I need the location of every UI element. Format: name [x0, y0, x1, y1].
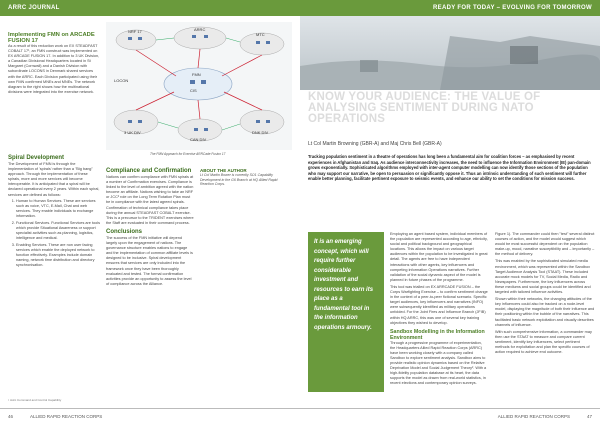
intro-text: As a result of this reduction work on EX STEADFAST COBALT 17¹, an FMN construct was implemented on EX ARCADE FUSION 17. In addition to 3 UK Division, a Canadian Divisional Headquarters located in St Margaret (Cornwall) and a Danish Division with subordinate LOCONS in Denmark shared services with the ARRC. Each Division participated using their own FMN confirmed MNEs and MNEs. The network diagram to the right shows how the multinational divisions were integrated into the exercise network.: [8, 44, 100, 94]
conclusions-title: Conclusions: [106, 228, 143, 235]
diagram-label: CAN DIV: [190, 137, 207, 142]
services-list: [8, 199, 100, 268]
page-number: 47: [586, 414, 592, 419]
list-item: 2. Functional Services. Functional Services are tools which provide Situational Awareness or support specialist activities such as planning, logistics, intelligence and medical.: [16, 221, 100, 241]
compliance-column: [106, 168, 194, 287]
article-lead: Tracking population sentiment in a theatre of operations has long been a fundamental aim for coalition forces – as emphasised by recent experiences in Afghanistan and Iraq. As audience interconnectivity increases, the need to influence the Information Environment (IE) pan-domain grows exponentially. Sophisticated algorithms employed with inter-agent computer modelling can now identify those sections of the population who may support our narrative, be open to persuasion or significantly oppose it. Thus an intrinsic understanding of such sentiment will further enable better planning, facilitate pertinent exposure to seismic events, and enhance our ability to set the conditions for mission success.: [308, 154, 591, 181]
paragraph: Figure 1). The commander could then "test" several distinct courses of action, and the model would suggest which would be most successful dependent on the population make-up, mood, narrative susceptibility and – importantly – the method of delivery.: [495, 232, 595, 257]
paragraph: With such comprehensive information, a commander may then use the STAAT to measure and compare current sentiment, identify key influencers, select pertinent methods for exploitation and plan the specific courses of action required to achieve end outcome.: [495, 329, 592, 355]
diagram-label: CIS: [190, 88, 197, 93]
intro-title: Implementing FMN on ARCADE FUSION 17: [8, 32, 95, 44]
paragraph: This tool was trialled on EX ARRCADE FUSION – the Corps Warfighting Exercise – to confirm sentiment change in the context of a peer-to-peer fictional scenario. Specific target audiences, key influencers and narratives (INFO) were subsequently identified as military operations unfolded. For the Joint Fires and Influence Branch (JFIB) within HQ ARRC, this was one of several key training objectives they wished to develop.: [390, 284, 488, 325]
compliance-title: Compliance and Confirmation: [106, 168, 192, 174]
compliance-text: Nations can confirm compliance with FMN spirals at a number of Confirmation exercises. Compliance is linked to the level of ambition agreed with the nation become an affiliate. Nations wishing to take an NRF or JCC² role on the Long Term Rotation Plan must be in compliance with the latest agreed spirals. Confirmation of technical compliance takes place during the annual STEADFAST COBALT exercise. This is a precursor to the TRIDENT exercises where the Staff are evaluated in their command process.: [106, 175, 194, 225]
right-page: [300, 0, 600, 424]
paragraph: This was enabled by the sophisticated simulated media environment, which was represented within the Sandbox Target Audience Analysis Tool (STAAT). These included accurate mock models for TV, Social Media, Radio and Newspapers. Furthermore, the key influencers across these mediums and social groups could be identified and targeted with tailored influence activities.: [495, 259, 591, 295]
list-item: 3. Enabling Services. These are non user facing services which enable the deployed network to function effectively. Examples include domain naming, network time distribution and directory synchronisation.: [16, 243, 100, 268]
hero-photo: [300, 16, 600, 90]
about-author-column: [200, 168, 290, 187]
diagram-label: 3 UK DIV: [124, 130, 141, 135]
intro-section: [8, 32, 100, 95]
diagram-label: NRF 17: [128, 29, 142, 34]
about-author-text: Lt Col Martin Bower is currently SO1 Capability Development in the G6 Branch at HQ Allied Rapid Reaction Corps.: [200, 173, 278, 187]
publication-name: ALLIED RAPID REACTION CORPS: [497, 414, 570, 419]
footnote: ¹ Joint Command and Control Capability: [8, 398, 62, 402]
right-footer: [300, 408, 600, 424]
spiral-development-column: [8, 155, 100, 268]
left-footer: [0, 408, 300, 424]
journal-tagline-band: READY FOR TODAY – EVOLVING FOR TOMORROW: [300, 0, 600, 16]
article-title: KNOW YOUR AUDIENCE: THE VALUE OF ANALYSING SENTIMENT DURING NATO OPERATIONS: [308, 91, 541, 125]
article-column-1: [390, 232, 488, 387]
conclusions-text: The success of the FMN initiative will depend largely upon the engagement of nations. The governance structure enables nations to engage and the implementation of common affiliate levels is designed to be inclusive. Spiral development ensures that services are only included into the framework once they have been thoroughly evaluated and tested. The formal confirmation activities provide an opportunity to assess the level of compliance across the Alliance.: [106, 235, 193, 286]
article-column-2: [495, 232, 595, 355]
diagram-label: ARRC: [194, 27, 206, 32]
sandbox-section-title: Sandbox Modelling in the Information Environment: [390, 328, 485, 341]
diagram-caption: The FMN Approach for Exercise ARRCade Fusion 17: [150, 152, 226, 156]
diagram-label: FMN: [192, 72, 201, 77]
list-item: 1. Human to Human Services. These are services such as voice, VTC, E-Mail, Chat and web services. They enable individuals to exchange information.: [16, 199, 100, 219]
paragraph: Shown within their networks, the changing attitudes of the key influencers could also be tracked on a node-level model, displaying the magnitude of both their influence and their positioning within the bubble of the narratives. This facilitated basic network exploitation and visually describes channels of influence.: [495, 297, 595, 327]
pull-quote: [308, 232, 384, 392]
page-number: 46: [8, 414, 14, 419]
pull-quote-text: It is an emerging concept, which will require further considerable investment and resources to earn its place as a fundamental tool in the information operations armoury.: [314, 239, 374, 331]
about-author-title: ABOUT THE AUTHOR: [200, 168, 247, 173]
spiral-development-title: Spiral Development: [8, 155, 65, 161]
diagram-label: MTC: [256, 32, 265, 37]
article-authors: Lt Col Martin Browning (GBR-A) and Maj Chris Bell (GBR-A): [308, 141, 442, 147]
journal-header-band: ARRC JOURNAL: [0, 0, 300, 16]
publication-name: ALLIED RAPID REACTION CORPS: [30, 414, 103, 419]
network-diagram: [106, 22, 292, 150]
spiral-development-text: The Development of FMN is through the implementation of 'spirals' rather than a "Big bang" approach. Through the implementation of these spirals, more and more services will become interoperable. It is anticipated that a spiral will be declared operational every 2 years. Within each spiral, services are defined as follows:: [8, 162, 100, 197]
paragraph: Employing an agent based system, individual members of the population are represented according to age, ethnicity, social and political background and geographical locations. This allows the impact on various target audiences within the population to be investigated in great detail. The agents are free to have independent interactions with other agents, key influencers and competing information Operations narratives. Further validation of the social dynamic aspect of the model is planned in future phases of the programme.: [390, 232, 488, 282]
paragraph: Through a progressive programme of experimentation, the Headquarters Allied Rapid Reaction Corps (ARRC) have been working closely with a company called Sandbox to explore sentiment analysis. Sandbox aims to provide realistic opinion dynamics based on the Relative Deprivation Model and Social Judgement Theory². With a high-fidelity population database at its heart, the data supports the model as drawn from real-world statistics, in recent elections and contemporary opinion surveys.: [390, 340, 487, 386]
diagram-label: DNK DIV: [252, 130, 269, 135]
diagram-label: LOCON: [114, 78, 129, 83]
